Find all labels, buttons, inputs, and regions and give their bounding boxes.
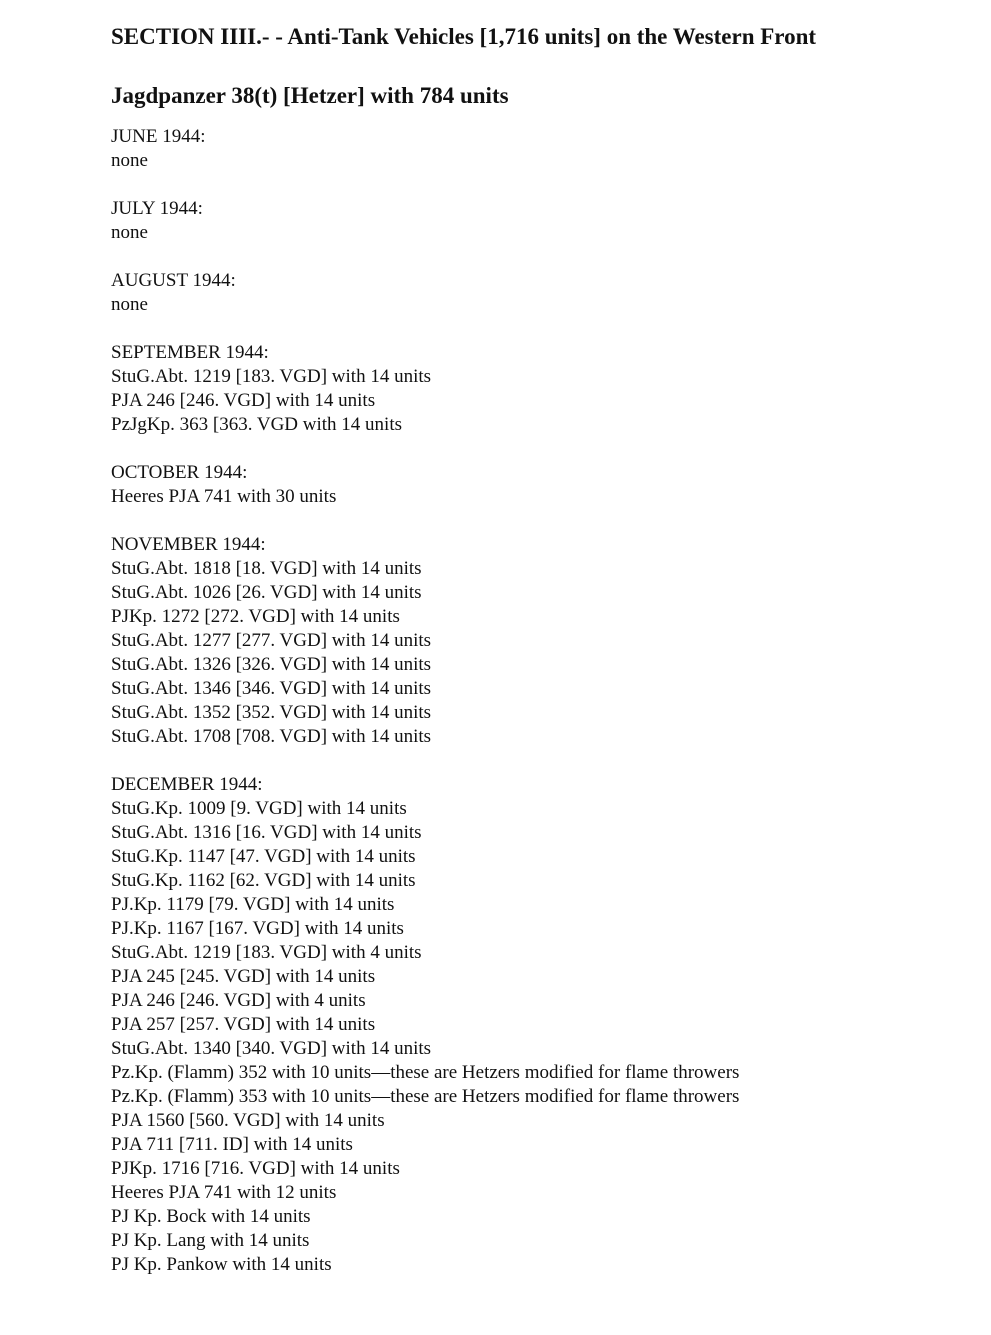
unit-entry: StuG.Abt. 1340 [340. VGD] with 14 units bbox=[111, 1038, 432, 1059]
unit-entry: none bbox=[111, 222, 148, 243]
unit-entry: StuG.Abt. 1316 [16. VGD] with 14 units bbox=[111, 822, 422, 843]
month-heading: OCTOBER 1944: bbox=[111, 462, 248, 483]
unit-entry: PJKp. 1272 [272. VGD] with 14 units bbox=[111, 606, 400, 627]
month-block bbox=[111, 533, 971, 749]
unit-entry: Pz.Kp. (Flamm) 352 with 10 units—these are Hetzers modified for flame throwers bbox=[111, 1062, 740, 1083]
unit-entry: PJA 246 [246. VGD] with 4 units bbox=[111, 990, 366, 1011]
unit-entry: StuG.Abt. 1818 [18. VGD] with 14 units bbox=[111, 558, 422, 579]
unit-entry: PJ Kp. Lang with 14 units bbox=[111, 1230, 310, 1251]
document-page bbox=[111, 22, 971, 1301]
unit-entry: StuG.Abt. 1326 [326. VGD] with 14 units bbox=[111, 654, 432, 675]
month-heading: AUGUST 1944: bbox=[111, 270, 236, 291]
vehicle-title: Jagdpanzer 38(t) [Hetzer] with 784 units bbox=[111, 83, 509, 108]
unit-entry: PJA 1560 [560. VGD] with 14 units bbox=[111, 1110, 385, 1131]
unit-entry: PJA 245 [245. VGD] with 14 units bbox=[111, 966, 376, 987]
unit-entry: PJ.Kp. 1167 [167. VGD] with 14 units bbox=[111, 918, 404, 939]
unit-entry: Pz.Kp. (Flamm) 353 with 10 units—these are Hetzers modified for flame throwers bbox=[111, 1086, 740, 1107]
unit-entry: PJKp. 1716 [716. VGD] with 14 units bbox=[111, 1158, 400, 1179]
unit-entry: none bbox=[111, 150, 148, 171]
month-block bbox=[111, 125, 971, 173]
unit-entry: StuG.Kp. 1009 [9. VGD] with 14 units bbox=[111, 798, 407, 819]
unit-entry: PJ Kp. Bock with 14 units bbox=[111, 1206, 311, 1227]
unit-entry: PJA 257 [257. VGD] with 14 units bbox=[111, 1014, 376, 1035]
month-block bbox=[111, 269, 971, 317]
unit-entry: StuG.Abt. 1352 [352. VGD] with 14 units bbox=[111, 702, 432, 723]
section-title: SECTION IIII.- - Anti-Tank Vehicles [1,716 units] on the Western Front bbox=[111, 24, 817, 49]
unit-entry: PJ Kp. Pankow with 14 units bbox=[111, 1254, 332, 1275]
unit-entry: StuG.Kp. 1162 [62. VGD] with 14 units bbox=[111, 870, 416, 891]
unit-entry: StuG.Abt. 1026 [26. VGD] with 14 units bbox=[111, 582, 422, 603]
unit-entry: StuG.Abt. 1708 [708. VGD] with 14 units bbox=[111, 726, 432, 747]
month-list bbox=[111, 125, 971, 1277]
month-heading: JUNE 1944: bbox=[111, 126, 206, 147]
unit-entry: PzJgKp. 363 [363. VGD with 14 units bbox=[111, 414, 402, 435]
month-block bbox=[111, 197, 971, 245]
unit-entry: Heeres PJA 741 with 30 units bbox=[111, 486, 337, 507]
unit-entry: PJA 246 [246. VGD] with 14 units bbox=[111, 390, 376, 411]
unit-entry: PJA 711 [711. ID] with 14 units bbox=[111, 1134, 353, 1155]
unit-entry: StuG.Kp. 1147 [47. VGD] with 14 units bbox=[111, 846, 416, 867]
month-heading: DECEMBER 1944: bbox=[111, 774, 263, 795]
month-block bbox=[111, 773, 971, 1277]
unit-entry: StuG.Abt. 1219 [183. VGD] with 4 units bbox=[111, 942, 422, 963]
month-heading: JULY 1944: bbox=[111, 198, 203, 219]
unit-entry: StuG.Abt. 1346 [346. VGD] with 14 units bbox=[111, 678, 432, 699]
month-heading: NOVEMBER 1944: bbox=[111, 534, 266, 555]
month-heading: SEPTEMBER 1944: bbox=[111, 342, 269, 363]
month-block bbox=[111, 461, 971, 509]
unit-entry: none bbox=[111, 294, 148, 315]
unit-entry: StuG.Abt. 1219 [183. VGD] with 14 units bbox=[111, 366, 432, 387]
unit-entry: PJ.Kp. 1179 [79. VGD] with 14 units bbox=[111, 894, 395, 915]
unit-entry: Heeres PJA 741 with 12 units bbox=[111, 1182, 337, 1203]
unit-entry: StuG.Abt. 1277 [277. VGD] with 14 units bbox=[111, 630, 432, 651]
month-block bbox=[111, 341, 971, 437]
